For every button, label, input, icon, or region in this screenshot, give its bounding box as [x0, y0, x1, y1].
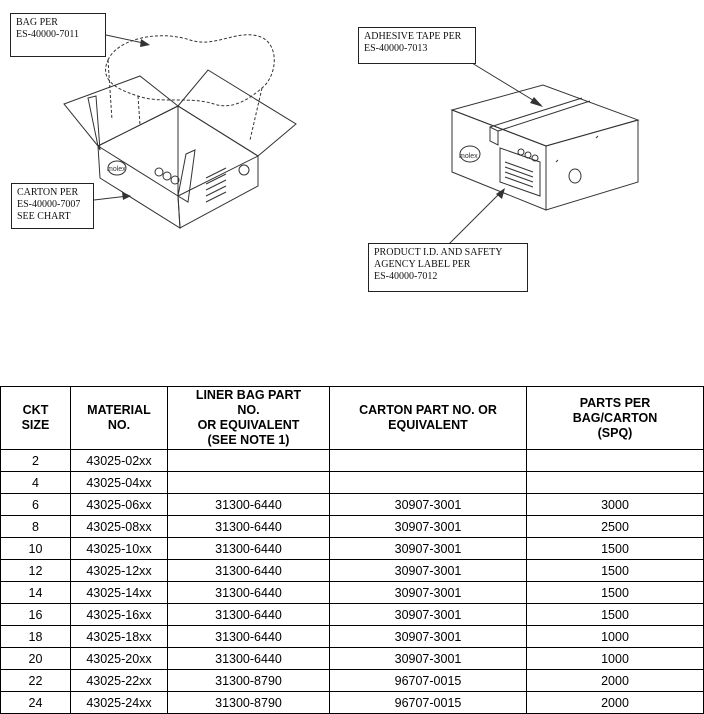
table-row — [1, 626, 704, 648]
cell-ckt-size: 10 — [1, 538, 71, 560]
callout-line: CARTON PER — [17, 187, 79, 198]
cell-material-no: 43025-14xx — [71, 582, 168, 604]
cell-parts-per: 1500 — [527, 538, 704, 560]
cell-carton-part: 30907-3001 — [330, 626, 527, 648]
callout-line: ES-40000-7011 — [16, 29, 79, 40]
cell-parts-per: 1500 — [527, 604, 704, 626]
cell-ckt-size: 4 — [1, 472, 71, 494]
cell-ckt-size: 8 — [1, 516, 71, 538]
cell-carton-part: 30907-3001 — [330, 648, 527, 670]
cell-liner-bag: 31300-6440 — [168, 626, 330, 648]
packaging-spec-table — [0, 386, 704, 714]
cell-carton-part: 30907-3001 — [330, 560, 527, 582]
callout-line: ES-40000-7013 — [364, 43, 428, 54]
cell-parts-per: 1000 — [527, 648, 704, 670]
table-body — [1, 450, 704, 714]
cell-liner-bag: 31300-6440 — [168, 604, 330, 626]
cell-material-no: 43025-24xx — [71, 692, 168, 714]
table-row — [1, 516, 704, 538]
cell-liner-bag: 31300-6440 — [168, 560, 330, 582]
cell-parts-per: 1500 — [527, 560, 704, 582]
cell-material-no: 43025-10xx — [71, 538, 168, 560]
adhesive-tape-callout — [358, 27, 476, 64]
cell-carton-part: 30907-3001 — [330, 582, 527, 604]
cell-carton-part: 96707-0015 — [330, 692, 527, 714]
cell-liner-bag: 31300-6440 — [168, 494, 330, 516]
cell-parts-per: 1500 — [527, 582, 704, 604]
cell-carton-part: 96707-0015 — [330, 670, 527, 692]
callout-line: ADHESIVE TAPE PER — [364, 31, 462, 42]
cell-carton-part — [330, 472, 527, 494]
cell-carton-part: 30907-3001 — [330, 538, 527, 560]
cell-parts-per: 2500 — [527, 516, 704, 538]
cell-material-no: 43025-02xx — [71, 450, 168, 472]
callout-line: AGENCY LABEL PER — [374, 259, 471, 270]
cell-parts-per: 3000 — [527, 494, 704, 516]
cell-material-no: 43025-18xx — [71, 626, 168, 648]
cell-liner-bag: 31300-8790 — [168, 692, 330, 714]
cell-ckt-size: 12 — [1, 560, 71, 582]
table-row — [1, 560, 704, 582]
cell-liner-bag: 31300-8790 — [168, 670, 330, 692]
cell-material-no: 43025-22xx — [71, 670, 168, 692]
cell-ckt-size: 6 — [1, 494, 71, 516]
table-row — [1, 494, 704, 516]
table-row — [1, 648, 704, 670]
cell-ckt-size: 14 — [1, 582, 71, 604]
cell-liner-bag — [168, 472, 330, 494]
carton-callout — [11, 183, 94, 229]
cell-liner-bag: 31300-6440 — [168, 582, 330, 604]
callout-line: ES-40000-7007 — [17, 199, 81, 210]
cell-carton-part: 30907-3001 — [330, 494, 527, 516]
cell-material-no: 43025-06xx — [71, 494, 168, 516]
table-row — [1, 538, 704, 560]
label-callout — [368, 243, 528, 292]
cell-carton-part — [330, 450, 527, 472]
cell-ckt-size: 22 — [1, 670, 71, 692]
closed-box-logo-text: molex — [459, 153, 478, 160]
callout-line: SEE CHART — [17, 211, 71, 222]
table-row — [1, 472, 704, 494]
header-parts-per: PARTS PER BAG/CARTON (SPQ) — [527, 387, 704, 450]
cell-parts-per: 2000 — [527, 670, 704, 692]
table-row — [1, 450, 704, 472]
table-row — [1, 582, 704, 604]
leader-lines — [94, 35, 541, 246]
table-header-row — [1, 387, 704, 450]
cell-parts-per: 1000 — [527, 626, 704, 648]
cell-liner-bag — [168, 450, 330, 472]
cell-ckt-size: 24 — [1, 692, 71, 714]
cell-parts-per — [527, 450, 704, 472]
cell-ckt-size: 2 — [1, 450, 71, 472]
closed-carton-illustration — [452, 85, 638, 210]
table-row — [1, 604, 704, 626]
box-logo-text: molex — [107, 166, 126, 173]
header-ckt-size: CKT SIZE — [1, 387, 71, 450]
cell-material-no: 43025-12xx — [71, 560, 168, 582]
cell-material-no: 43025-08xx — [71, 516, 168, 538]
cell-liner-bag: 31300-6440 — [168, 516, 330, 538]
cell-liner-bag: 31300-6440 — [168, 538, 330, 560]
cell-liner-bag: 31300-6440 — [168, 648, 330, 670]
cell-material-no: 43025-20xx — [71, 648, 168, 670]
callout-line: PRODUCT I.D. AND SAFETY — [374, 247, 503, 258]
header-liner-bag-part: LINER BAG PART NO. OR EQUIVALENT (SEE NOTE 1) — [168, 387, 330, 450]
header-carton-part: CARTON PART NO. OR EQUIVALENT — [330, 387, 527, 450]
cell-material-no: 43025-04xx — [71, 472, 168, 494]
cell-ckt-size: 16 — [1, 604, 71, 626]
cell-carton-part: 30907-3001 — [330, 516, 527, 538]
cell-carton-part: 30907-3001 — [330, 604, 527, 626]
cell-parts-per: 2000 — [527, 692, 704, 714]
cell-ckt-size: 20 — [1, 648, 71, 670]
callout-line: BAG PER — [16, 17, 58, 28]
cell-material-no: 43025-16xx — [71, 604, 168, 626]
table-row — [1, 670, 704, 692]
callout-line: ES-40000-7012 — [374, 271, 438, 282]
cell-ckt-size: 18 — [1, 626, 71, 648]
header-material-no: MATERIAL NO. — [71, 387, 168, 450]
bag-callout — [10, 13, 106, 57]
cell-parts-per — [527, 472, 704, 494]
